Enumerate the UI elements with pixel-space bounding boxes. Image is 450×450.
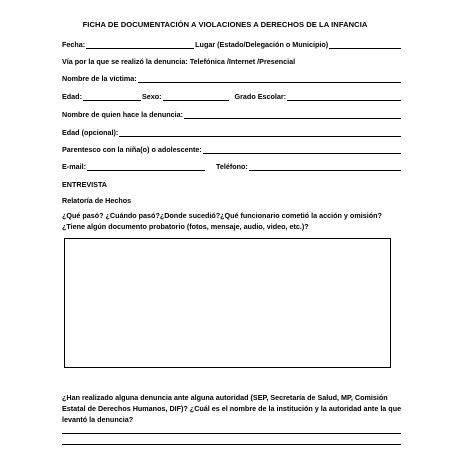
edad-field[interactable] bbox=[83, 92, 141, 101]
telefono-label: Teléfono: bbox=[215, 162, 248, 171]
lugar-label: Lugar (Estado/Delegación o Municipio) bbox=[195, 40, 329, 49]
parentesco-field[interactable] bbox=[203, 145, 401, 154]
nombre-victima-row bbox=[62, 71, 402, 83]
email-field[interactable] bbox=[87, 162, 205, 171]
relatoria-heading-row bbox=[62, 193, 402, 205]
nombre-victima-field[interactable] bbox=[138, 74, 401, 83]
parentesco-label: Parentesco con la niña(o) o adolescente: bbox=[62, 145, 202, 154]
edad-opcional-field[interactable] bbox=[119, 128, 401, 137]
nombre-denuncia-field[interactable] bbox=[184, 110, 401, 119]
grado-field[interactable] bbox=[287, 92, 401, 101]
parentesco-row bbox=[62, 142, 402, 154]
via-label: Vía por la que se realizó la denuncia: Telefónica /Internet /Presencial bbox=[62, 57, 296, 66]
edad-opcional-row bbox=[62, 125, 402, 137]
answer-line-1[interactable] bbox=[62, 433, 401, 434]
relatoria-answer-box[interactable] bbox=[64, 238, 391, 368]
edad-opcional-label: Edad (opcional): bbox=[62, 128, 119, 137]
form-title: FICHA DE DOCUMENTACIÓN A VIOLACIONES A DERECHOS DE LA INFANCIA bbox=[82, 20, 368, 29]
fecha-field[interactable] bbox=[86, 40, 194, 49]
email-telefono-row bbox=[62, 159, 402, 171]
answer-line-2[interactable] bbox=[62, 444, 401, 445]
entrevista-heading-row bbox=[62, 177, 402, 189]
fecha-label: Fecha: bbox=[62, 40, 86, 49]
edad-sexo-grado-row bbox=[62, 89, 402, 101]
edad-label: Edad: bbox=[62, 92, 82, 101]
nombre-denuncia-row bbox=[62, 107, 402, 119]
nombre-denuncia-label: Nombre de quien hace la denuncia: bbox=[62, 110, 184, 119]
email-label: E-mail: bbox=[62, 162, 86, 171]
relatoria-heading: Relatoría de Hechos bbox=[62, 196, 132, 205]
nombre-victima-label: Nombre de la víctima: bbox=[62, 74, 137, 83]
sexo-field[interactable] bbox=[163, 92, 229, 101]
telefono-field[interactable] bbox=[249, 162, 401, 171]
sexo-label: Sexo: bbox=[141, 92, 162, 101]
entrevista-heading: ENTREVISTA bbox=[62, 180, 107, 189]
question-1: ¿Qué pasó? ¿Cuándo pasó?¿Donde sucedió?¿Qué funcionario cometió la acción y omisión?¿Tiene algún documento probatorio (fotos, mensaje, audio, video, etc.)? bbox=[62, 211, 382, 231]
question-2: ¿Han realizado alguna denuncia ante alguna autoridad (SEP, Secretaría de Salud, MP, Comisión Estatal de Derechos Humanos, DIF)? ¿Cuál es el nombre de la institución y la autoridad ante la que levantó la denuncia? bbox=[62, 393, 402, 424]
grado-label: Grado Escolar: bbox=[234, 92, 287, 101]
via-row bbox=[62, 54, 402, 66]
fecha-lugar-row bbox=[62, 37, 402, 49]
lugar-field[interactable] bbox=[329, 40, 401, 49]
